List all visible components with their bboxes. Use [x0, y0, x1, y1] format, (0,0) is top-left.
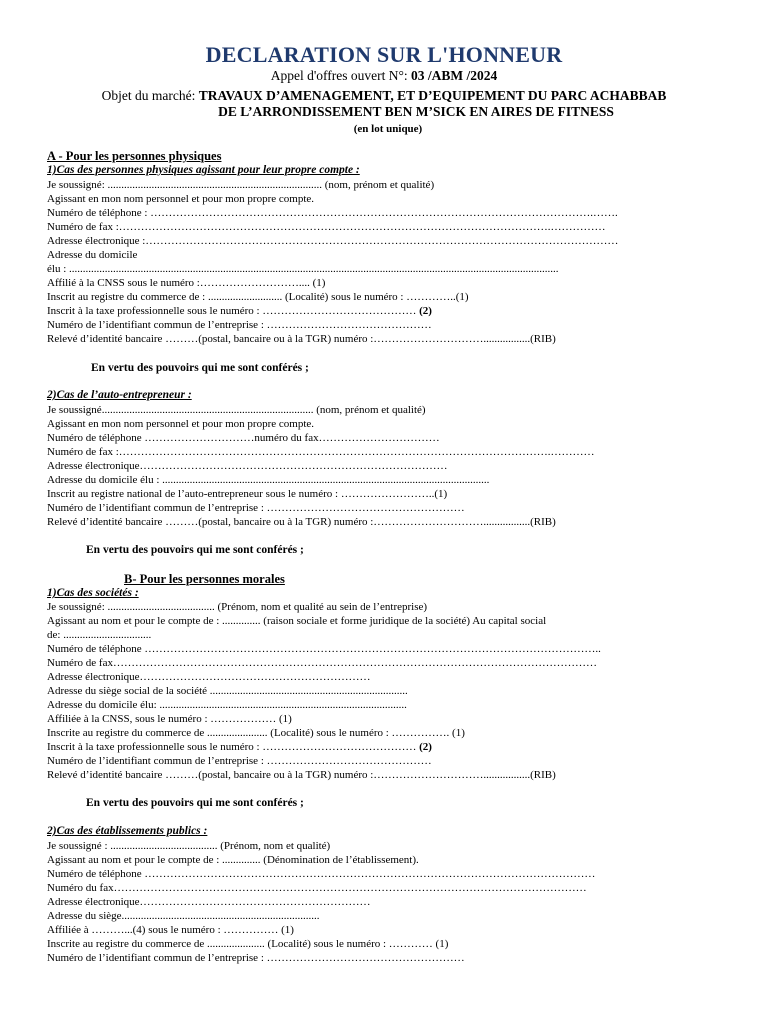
a1-line: Adresse électronique :………………………………………………………………………………………………………………… [47, 235, 619, 247]
a2-line: Relevé d’identité bancaire ………(postal, bancaire ou à la TGR) numéro :………………………….................(RIB) [47, 516, 556, 528]
a1-line: Je soussigné: .............................................................................. (nom, prénom et qualité) [47, 179, 435, 191]
b1-taxe-text: Inscrit à la taxe professionnelle sous le numéro : …………………………………… [47, 741, 420, 753]
a2-line: Numéro de téléphone …………………………numéro du fax…………………………… [47, 432, 440, 444]
a2-line: Numéro de l’identifiant commun de l’entreprise : ……………………………………………… [47, 502, 465, 514]
b1-line: Adresse du siège social de la société ........................................................................ [47, 685, 408, 697]
b2-line: Numéro de téléphone …………………………………………………………………………………………………………… [47, 868, 596, 880]
b2-line: Agissant au nom et pour le compte de : .............. (Dénomination de l’établissement). [47, 854, 419, 866]
b1-line: Adresse électronique……………………………………………………… [47, 671, 371, 683]
section-b1-title: 1)Cas des sociétés : [47, 587, 139, 599]
b1-line: Numéro de fax…………………………………………………………………………………………………………………… [47, 657, 597, 669]
a1-line: Relevé d’identité bancaire ………(postal, bancaire ou à la TGR) numéro :………………………….................(RIB) [47, 333, 556, 345]
a1-taxe-line [47, 305, 432, 319]
section-a-title: A - Pour les personnes physiques [47, 149, 222, 163]
a1-taxe-note: (2) [419, 305, 432, 317]
section-b-title: B- Pour les personnes morales [124, 572, 285, 586]
appel-offres-line [0, 68, 768, 84]
a1-taxe-text: Inscrit à la taxe professionnelle sous le numéro : …………………………………… [47, 305, 420, 317]
b2-line: Adresse électronique……………………………………………………… [47, 896, 371, 908]
b1-line: Numéro de l’identifiant commun de l’entreprise : ……………………………………… [47, 755, 432, 767]
a1-line: Numéro de téléphone : ………………………………………………………………………………………………………….……. [47, 207, 618, 219]
b1-line: Agissant au nom et pour le compte de : .............. (raison sociale et forme juridique de la société) Au capital social [47, 615, 547, 627]
lot-note: (en lot unique) [353, 123, 423, 135]
a2-line: Numéro de fax :……………………………………………………………………………………………………….………… [47, 446, 595, 458]
a1-line: Affilié à la CNSS sous le numéro :……………………….... (1) [47, 277, 326, 289]
document-title: DECLARATION SUR L'HONNEUR [205, 42, 563, 67]
a1-line: Adresse du domicile [47, 249, 138, 261]
b1-taxe-note: (2) [419, 741, 432, 753]
objet-text-2: DE L’ARRONDISSEMENT BEN M’SICK EN AIRES DE FITNESS [218, 104, 614, 119]
a1-line: Numéro de l’identifiant commun de l’entreprise : ……………………………………… [47, 319, 432, 331]
objet-line-1 [0, 88, 768, 104]
b2-line: Affiliée à ………...(4) sous le numéro : …………… (1) [47, 924, 294, 936]
a2-line: Adresse du domicile élu : ....................................................................................................................... [47, 474, 490, 486]
objet-text-1: TRAVAUX D’AMENAGEMENT, ET D’EQUIPEMENT DU PARC ACHABBAB [198, 88, 667, 103]
a1-line: Inscrit au registre du commerce de : ........................... (Localité) sous le numéro : …………..(1) [47, 291, 469, 303]
a2-vertu: En vertu des pouvoirs qui me sont conférés ; [86, 544, 304, 556]
b1-line: Je soussigné: ....................................... (Prénom, nom et qualité au sein de l’entreprise) [47, 601, 428, 613]
section-a2-title: 2)Cas de l’auto-entrepreneur : [47, 389, 192, 401]
b1-line: Numéro de téléphone …………………………………………………………………………………………………………….. [47, 643, 601, 655]
a2-line: Inscrit au registre national de l’auto-entrepreneur sous le numéro : ……………………..(1) [47, 488, 448, 500]
appel-offres-number: 03 /ABM /2024 [411, 68, 498, 83]
a2-line: Adresse électronique………………………………………………………………………… [47, 460, 448, 472]
section-b2-title: 2)Cas des établissements publics : [47, 825, 208, 837]
b1-line: Affiliée à la CNSS, sous le numéro : ……………… (1) [47, 713, 292, 725]
b2-line: Adresse du siège........................................................................ [47, 910, 320, 922]
b1-vertu: En vertu des pouvoirs qui me sont conférés ; [86, 797, 304, 809]
section-a1-title: 1)Cas des personnes physiques agissant pour leur propre compte : [47, 164, 360, 176]
a1-line: Agissant en mon nom personnel et pour mon propre compte. [47, 193, 315, 205]
b2-line: Numéro de l’identifiant commun de l’entreprise : ……………………………………………… [47, 952, 465, 964]
b1-line: de: ................................ [47, 629, 152, 641]
objet-line-2 [32, 104, 768, 120]
b1-taxe-line [47, 741, 432, 755]
b2-line: Numéro du fax………………………………………………………………………………………………………………… [47, 882, 587, 894]
a1-line: Numéro de fax :……………………………………………………………………………………………………….…………… [47, 221, 606, 233]
objet-label: Objet du marché: [101, 88, 199, 103]
b1-line: Inscrite au registre du commerce de ...................... (Localité) sous le numéro : ……………. (1) [47, 727, 465, 739]
a1-line: élu : .................................................................................................................................................................................. [47, 263, 559, 275]
a1-vertu: En vertu des pouvoirs qui me sont conférés ; [91, 362, 309, 374]
b1-line: Adresse du domicile élu: .......................................................................................... [47, 699, 407, 711]
b1-line: Relevé d’identité bancaire ………(postal, bancaire ou à la TGR) numéro :………………………….................(RIB) [47, 769, 556, 781]
appel-offres-label: Appel d'offres ouvert N°: [270, 68, 412, 83]
a2-line: Je soussigné............................................................................. (nom, prénom et qualité) [47, 404, 426, 416]
a2-line: Agissant en mon nom personnel et pour mon propre compte. [47, 418, 315, 430]
b2-line: Je soussigné : ....................................... (Prénom, nom et qualité) [47, 840, 331, 852]
b2-line: Inscrite au registre du commerce de ..................... (Localité) sous le numéro : ………… (1) [47, 938, 449, 950]
